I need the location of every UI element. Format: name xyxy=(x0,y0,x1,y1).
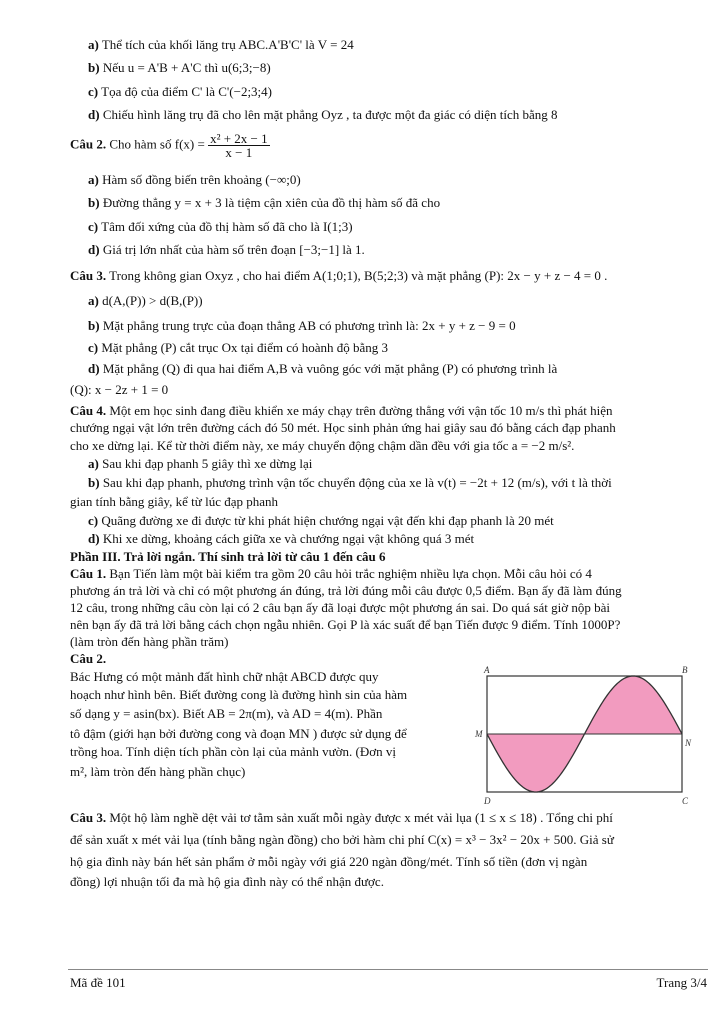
q4-option-b-cont: gian tính bằng giây, kể từ lúc đạp phanh xyxy=(70,494,279,509)
part3-heading: Phần III. Trả lời ngắn. Thí sinh trả lời từ câu 1 đến câu 6 xyxy=(70,549,386,564)
q2-stem: Câu 2. Cho hàm số f(x) = $\frac{\text{x² + 2x − 1}}{x - 1}$ xyxy=(70,131,268,160)
q3-option-d-cont: (Q): x − 2z + 1 = 0 xyxy=(70,382,169,397)
lower-shaded-region xyxy=(487,734,585,792)
q4-stem-3: cho xe dừng lại. Kể từ thời điểm này, xe máy chuyển động chậm dần đều với gia tốc a = −2 m/s². xyxy=(70,438,575,453)
p3-c2-title: Câu 2. xyxy=(70,651,107,666)
upper-shaded-region xyxy=(585,676,683,734)
q4-option-a: a) Sau khi đạp phanh 5 giây thì xe dừng lại xyxy=(88,456,313,471)
p3-c2-l4: tô đậm (giới hạn bởi đường cong và đoạn MN ) được sử dụng để xyxy=(70,726,407,741)
q2-option-c: c) Tâm đối xứng của đồ thị hàm số đã cho là I(1;3) xyxy=(88,219,353,234)
p3-c1-l5: (làm tròn đến hàng phần trăm) xyxy=(70,634,229,649)
q4-option-b: b) Sau khi đạp phanh, phương trình vận tốc chuyển động của xe là v(t) = −2t + 12 (m/s), với t là thời xyxy=(88,475,612,490)
p3-c2-l1: Bác Hưng có một mảnh đất hình chữ nhật ABCD được quy xyxy=(70,669,379,684)
q4-option-c: c) Quãng đường xe đi được từ khi phát hiện chướng ngại vật đến khi đạp phanh là 20 mét xyxy=(88,513,554,528)
p3-c2-l2: hoạch như hình bên. Biết đường cong là đường hình sin của hàm xyxy=(70,687,408,702)
q1-option-d: d) Chiếu hình lăng trụ đã cho lên mặt phẳng Oyz , ta được một đa giác có diện tích bằng 8 xyxy=(88,107,558,122)
q2-fraction: $\frac{\text{x² + 2x − 1}}{x - 1}$ xyxy=(210,131,268,160)
p3-c3-l4: đồng) lợi nhuận tối đa mà hộ gia đình này có thể nhận được. xyxy=(70,874,384,889)
q4-stem-2: chướng ngại vật lớn trên đường cách đó 50 mét. Học sinh phản ứng hai giây sau đó bằng cách đạp phanh xyxy=(70,420,616,435)
q4-option-d: d) Khi xe dừng, khoảng cách giữa xe và chướng ngại vật không quá 3 mét xyxy=(88,531,475,546)
p3-c1-l2: phương án trả lời và chỉ có một phương án đúng, trả lời đúng mỗi câu được 0,5 điểm. Bạn ấy đã làm đúng xyxy=(70,583,622,598)
q3-option-a: a) d(A,(P)) > d(B,(P)) xyxy=(88,293,203,308)
q3-option-c: c) Mặt phẳng (P) cắt trục Ox tại điểm có hoành độ bằng 3 xyxy=(88,340,389,355)
p3-c3-l2: để sản xuất x mét vải lụa (tính bằng ngàn đồng) cho bởi hàm chi phí C(x) = x³ − 3x² − 20x + 500. Giả sử xyxy=(70,832,614,847)
q2-option-d: d) Giá trị lớn nhất của hàm số trên đoạn [−3;−1] là 1. xyxy=(88,242,365,257)
p3-c2-l3: số dạng y = asin(bx). Biết AB = 2π(m), và AD = 4(m). Phần xyxy=(70,706,383,721)
q2-option-b: b) Đường thẳng y = x + 3 là tiệm cận xiên của đồ thị hàm số đã cho xyxy=(88,195,441,210)
q4-stem-1: Câu 4. Một em học sinh đang điều khiển xe máy chạy trên đường thẳng với vận tốc 10 m/s thì phát hiện xyxy=(70,403,613,418)
p3-c1-l1: Câu 1. Bạn Tiến làm một bài kiểm tra gồm 20 câu hỏi trắc nghiệm nhiều lựa chọn. Mỗi câu hỏi có 4 xyxy=(70,566,592,581)
label-m: M xyxy=(475,729,483,739)
p3-c3-l3: hộ gia đình này bán hết sản phẩm ở mỗi ngày với giá 220 ngàn đồng/mét. Tính số tiền (đơn vị ngàn xyxy=(70,854,588,869)
label-d: D xyxy=(484,796,491,806)
exam-code: Mã đề 101 xyxy=(70,975,126,990)
q3-stem: Câu 3. Trong không gian Oxyz , cho hai điểm A(1;0;1), B(5;2;3) và mặt phẳng (P): 2x − y + z − 4 = 0 . xyxy=(70,268,608,283)
q1-option-b: b) Nếu u = A'B + A'C thì u(6;3;−8) xyxy=(88,60,271,75)
q1-option-a: a) Thể tích của khối lăng trụ ABC.A'B'C' là V = 24 xyxy=(88,37,354,52)
footer-divider xyxy=(68,969,708,970)
p3-c1-l3: 12 câu, trong những câu còn lại có 2 câu bạn ấy đã loại được một phương án sai. Do quá sát giờ nộp bài xyxy=(70,600,610,615)
page-number: Trang 3/4 xyxy=(656,975,707,990)
label-n: N xyxy=(685,738,692,748)
sine-garden-figure xyxy=(470,666,700,806)
q1-option-c: c) Tọa độ của điểm C' là C'(−2;3;4) xyxy=(88,84,272,99)
label-b: B xyxy=(682,666,688,675)
p3-c1-l4: nên bạn ấy đã trả lời bằng cách chọn ngẫu nhiên. Gọi P là xác suất để bạn Tiến được 9 điểm. Tính 1000P? xyxy=(70,617,621,632)
label-c: C xyxy=(682,796,689,806)
p3-c3-l1: Câu 3. Một hộ làm nghề dệt vải tơ tằm sản xuất mỗi ngày được x mét vải lụa (1 ≤ x ≤ 18) . Tổng chi phí xyxy=(70,810,613,825)
label-a: A xyxy=(484,666,490,675)
q3-option-b: b) Mặt phẳng trung trực của đoạn thẳng AB có phương trình là: 2x + y + z − 9 = 0 xyxy=(88,318,516,333)
p3-c2-l6: m², làm tròn đến hàng phần chục) xyxy=(70,764,246,779)
q3-option-d: d) Mặt phẳng (Q) đi qua hai điểm A,B và vuông góc với mặt phẳng (P) có phương trình là xyxy=(88,361,558,376)
q2-option-a: a) Hàm số đồng biến trên khoảng (−∞;0) xyxy=(88,172,301,187)
p3-c2-l5: trồng hoa. Tính diện tích phần còn lại của mảnh vườn. (Đơn vị xyxy=(70,744,396,759)
